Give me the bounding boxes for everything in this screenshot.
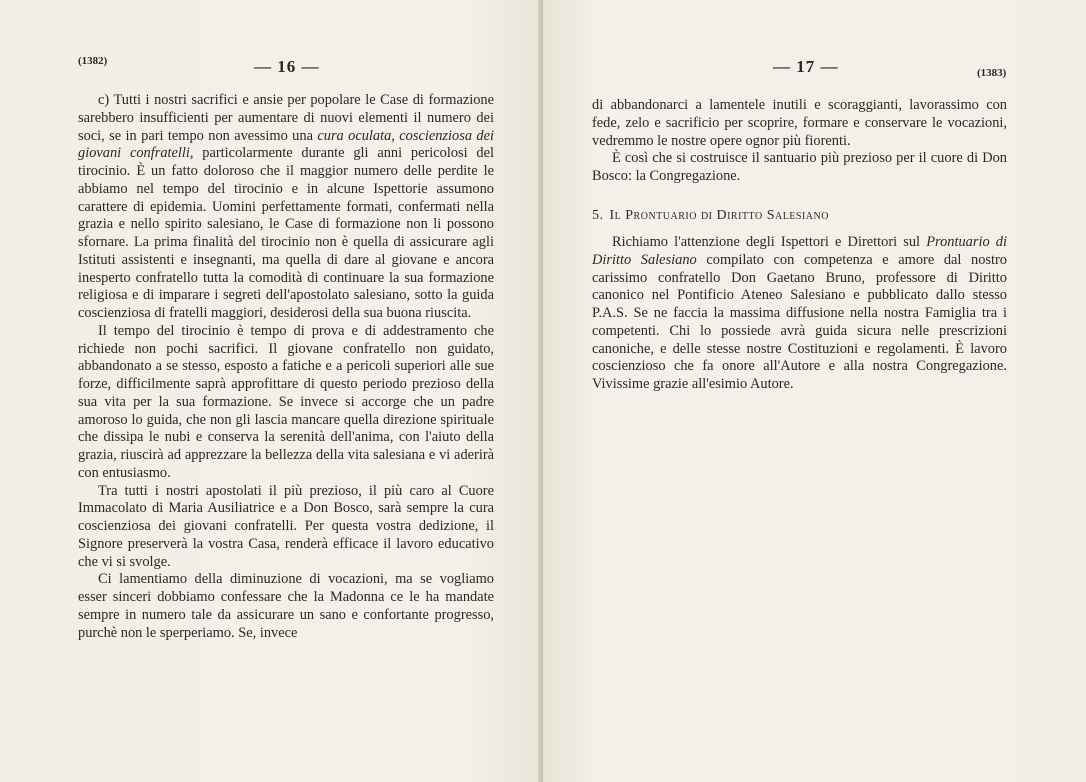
continuation-paragraph: di abbandonarci a lamentele inutili e scoraggianti, lavorassimo con fede, zelo e sacrificio per scoprire, formare e conservare le vocazioni, vedremmo le nostre opere ognor più fiorenti.	[592, 97, 1007, 149]
right-page	[543, 0, 1086, 782]
paragraph-c-start: c) Tutti i nostri sacrifici e ansie per popolare le Case di formazione sarebbero insufficienti per aumentare di nuovi elementi il numero dei soci, se in pari tempo non avessimo una	[78, 92, 494, 144]
paragraph-tirocinio: Il tempo del tirocinio è tempo di prova e di addestramento che richiede non pochi sacrifici. Il giovane confratello non guidato, abbandonato a se stesso, esposto a fatiche e a pericoli superiori alle sue forze, difficilmente saprà approfittare di questo periodo prezioso della sua vita per la sua formazione. Se invece si accorge che un padre amoroso lo guida, che non gli lascia mancare quella direzione spirituale che dissipa le nubi e conserva la serenità dell'anima, con l'aiuto della grazia, riuscirà ad apprezzare la bellezza della vita salesiana e vi aderirà con entusiasmo.	[78, 322, 494, 481]
left-page	[0, 0, 541, 782]
paragraph-apostolati: Tra tutti i nostri apostolati il più prezioso, il più caro al Cuore Immacolato di Maria Ausiliatrice e a Don Bosco, sarà sempre la cura coscienziosa dei giovani confratelli. Per questa vostra dedizione, il Signore preserverà la vostra Casa, renderà efficace il lavoro educativo che vi si svolge.	[78, 482, 494, 570]
prontuario-paragraph	[592, 234, 1007, 394]
paragraph-c-italic: cura oculata, coscienziosa dei giovani confratelli,	[78, 127, 494, 162]
section-number: 5.	[592, 208, 604, 223]
prontuario-italic: Prontuario di Diritto Salesiano	[592, 234, 1007, 268]
left-page-tag: (1382)	[78, 55, 108, 67]
right-folio: — 17 —	[773, 57, 839, 76]
closing-paragraph: È così che si costruisce il santuario più prezioso per il cuore di Don Bosco: la Congregazione.	[592, 150, 1007, 184]
left-folio: — 16 —	[254, 57, 320, 76]
section-heading	[592, 208, 829, 224]
prontuario-end: compilato con competenza e amore dal nostro carissimo confratello Don Gaetano Bruno, professore di Diritto canonico nel Pontificio Ateneo Salesiano e pubblicato dallo stesso P.A.S. Se ne faccia la massima diffusione nella nostra Famiglia tra i competenti. Chi lo possiede avrà guida sicura nelle prescrizioni canoniche, e delle stesse nostre Costituzioni e regolamenti. È lavoro coscienzioso che fa onore all'Autore e alla nostra Congregazione. Vivissime grazie all'esimio Autore.	[592, 251, 1007, 392]
prontuario-start: Richiamo l'attenzione degli Ispettori e Direttori sul	[612, 234, 927, 250]
section-title: Il Prontuario di Diritto Salesiano	[609, 208, 829, 223]
right-body-text-top	[592, 97, 1007, 186]
right-body-text-bottom	[592, 234, 1007, 394]
paragraph-c	[78, 92, 494, 323]
left-body-text	[78, 92, 494, 642]
paragraph-vocazioni: Ci lamentiamo della diminuzione di vocazioni, ma se vogliamo esser sinceri dobbiamo confessare che la Madonna ce le ha mandate sempre in numero tale da assicurare un sano e confortante progresso, purchè non le sperperiamo. Se, invece	[78, 571, 494, 641]
paragraph-c-end: particolarmente durante gli anni pericolosi del tirocinio. È un fatto doloroso che il maggior numero delle perdite le abbiamo nel tempo del tirocinio e in alcune Ispettorie assumono carattere di epidemia. Uomini perfettamente formati, confermati nella grazia e nello spirito salesiano, le Case di formazione non li possono sfornare. La prima finalità del tirocinio non è quella di assicurare agli Istituti assistenti e insegnanti, ma quella di dare al giovane e ancora inesperto confratello tutta la comodità di continuare la sua formazione religiosa e di imparare i segreti dell'apostolato salesiano, sotto la guida coscienziosa di fratelli maggiori, desiderosi della sua buona riuscita.	[78, 145, 495, 321]
right-page-tag: (1383)	[977, 67, 1007, 79]
